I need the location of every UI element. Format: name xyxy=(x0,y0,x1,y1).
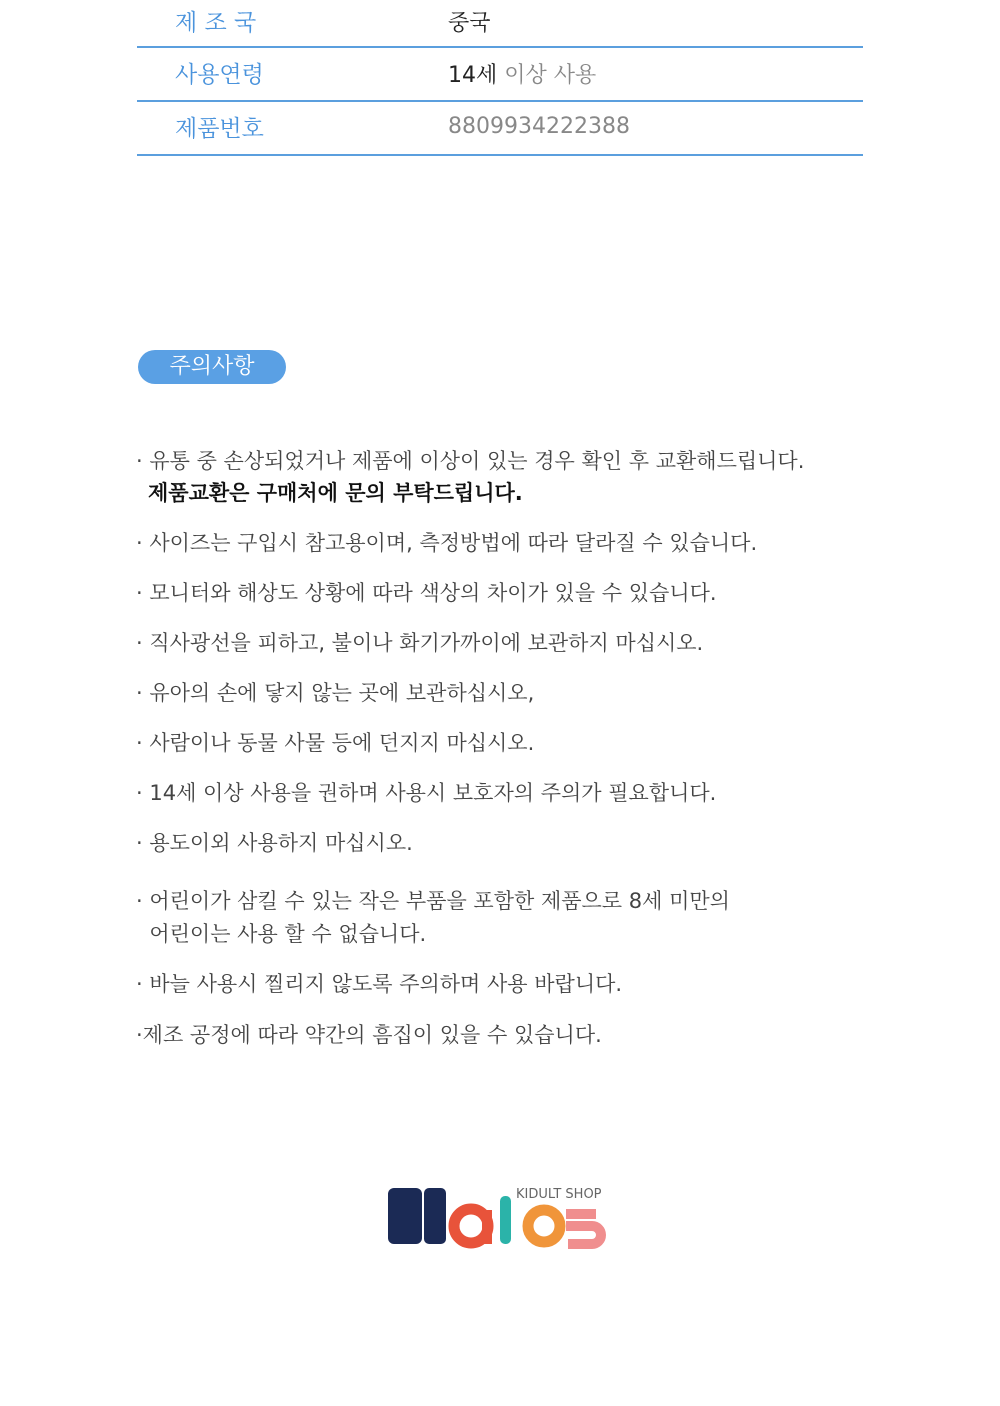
spec-row-age xyxy=(137,48,863,102)
notice-line: · 유통 중 손상되었거나 제품에 이상이 있는 경우 확인 후 교환해드립니다. xyxy=(136,449,805,473)
notice-line: · 직사광선을 피하고, 불이나 화기가까이에 보관하지 마십시오. xyxy=(136,631,704,655)
notice-line: · 바늘 사용시 찔리지 않도록 주의하며 사용 바랍니다. xyxy=(136,972,623,996)
spec-value xyxy=(448,58,596,89)
spec-row-product-number xyxy=(137,102,863,156)
age-strong: 14세 xyxy=(448,63,498,88)
spec-label: 사용연령 xyxy=(175,62,264,88)
spec-label: 제 조 국 xyxy=(175,10,257,36)
notice-line: 제품교환은 구매처에 문의 부탁드립니다. xyxy=(148,481,523,505)
notice-line: ·제조 공정에 따라 약간의 흠집이 있을 수 있습니다. xyxy=(136,1023,602,1047)
notice-line: · 14세 이상 사용을 권하며 사용시 보호자의 주의가 필요합니다. xyxy=(136,781,717,805)
notice-line: 어린이는 사용 할 수 없습니다. xyxy=(136,922,427,946)
spec-label: 제품번호 xyxy=(175,116,264,142)
logo-tagline: KIDULT SHOP xyxy=(516,1187,602,1202)
spec-value: 8809934222388 xyxy=(448,114,630,139)
notice-line: · 어린이가 삼킬 수 있는 작은 부품을 포함한 제품으로 8세 미만의 xyxy=(136,889,730,913)
age-rest: 이상 사용 xyxy=(504,63,597,88)
notice-line: · 사람이나 동물 사물 등에 던지지 마십시오. xyxy=(136,731,535,755)
notice-line: · 유아의 손에 닿지 않는 곳에 보관하십시오, xyxy=(136,681,535,705)
notice-line: · 용도이외 사용하지 마십시오. xyxy=(136,831,413,855)
notice-line: · 사이즈는 구입시 참고용이며, 측정방법에 따라 달라질 수 있습니다. xyxy=(136,531,758,555)
spec-value: 중국 xyxy=(448,11,491,36)
spec-row-origin xyxy=(137,0,863,48)
notice-badge: 주의사항 xyxy=(138,350,286,384)
notice-line: · 모니터와 해상도 상황에 따라 색상의 차이가 있을 수 있습니다. xyxy=(136,581,717,605)
brand-logo xyxy=(386,1184,616,1250)
